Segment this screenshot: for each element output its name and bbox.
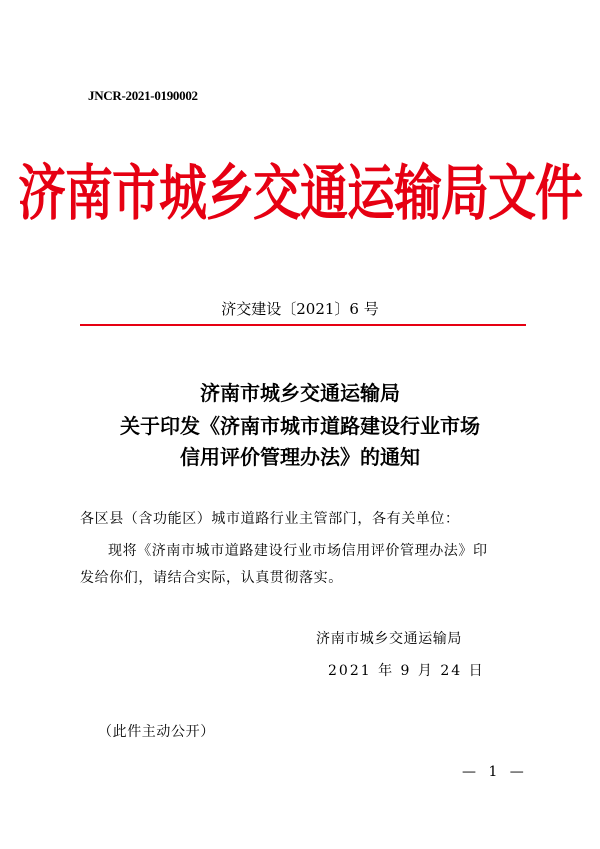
masthead-title: 济南市城乡交通运输局文件 xyxy=(17,158,582,229)
body-paragraph-line-2: 发给你们，请结合实际，认真贯彻落实。 xyxy=(80,570,343,586)
issue-date: 2021 年 9 月 24 日 xyxy=(328,663,485,679)
body-paragraph-line-1: 现将《济南市城市道路建设行业市场信用评价管理办法》印 xyxy=(108,543,488,559)
notice-title-line-1: 济南市城乡交通运输局 xyxy=(200,381,400,405)
red-divider-line xyxy=(80,324,526,326)
salutation: 各区县（含功能区）城市道路行业主管部门，各有关单位： xyxy=(80,511,460,527)
notice-title-line-3: 信用评价管理办法》的通知 xyxy=(180,445,420,469)
document-code: JNCR-2021-0190002 xyxy=(88,88,198,103)
notice-title-line-2: 关于印发《济南市城市道路建设行业市场 xyxy=(120,414,480,438)
document-number: 济交建设〔2021〕6 号 xyxy=(221,300,379,318)
page-number: — 1 — xyxy=(462,764,528,780)
disclosure-note: （此件主动公开） xyxy=(98,724,215,740)
issuer-signature: 济南市城乡交通运输局 xyxy=(316,631,462,647)
